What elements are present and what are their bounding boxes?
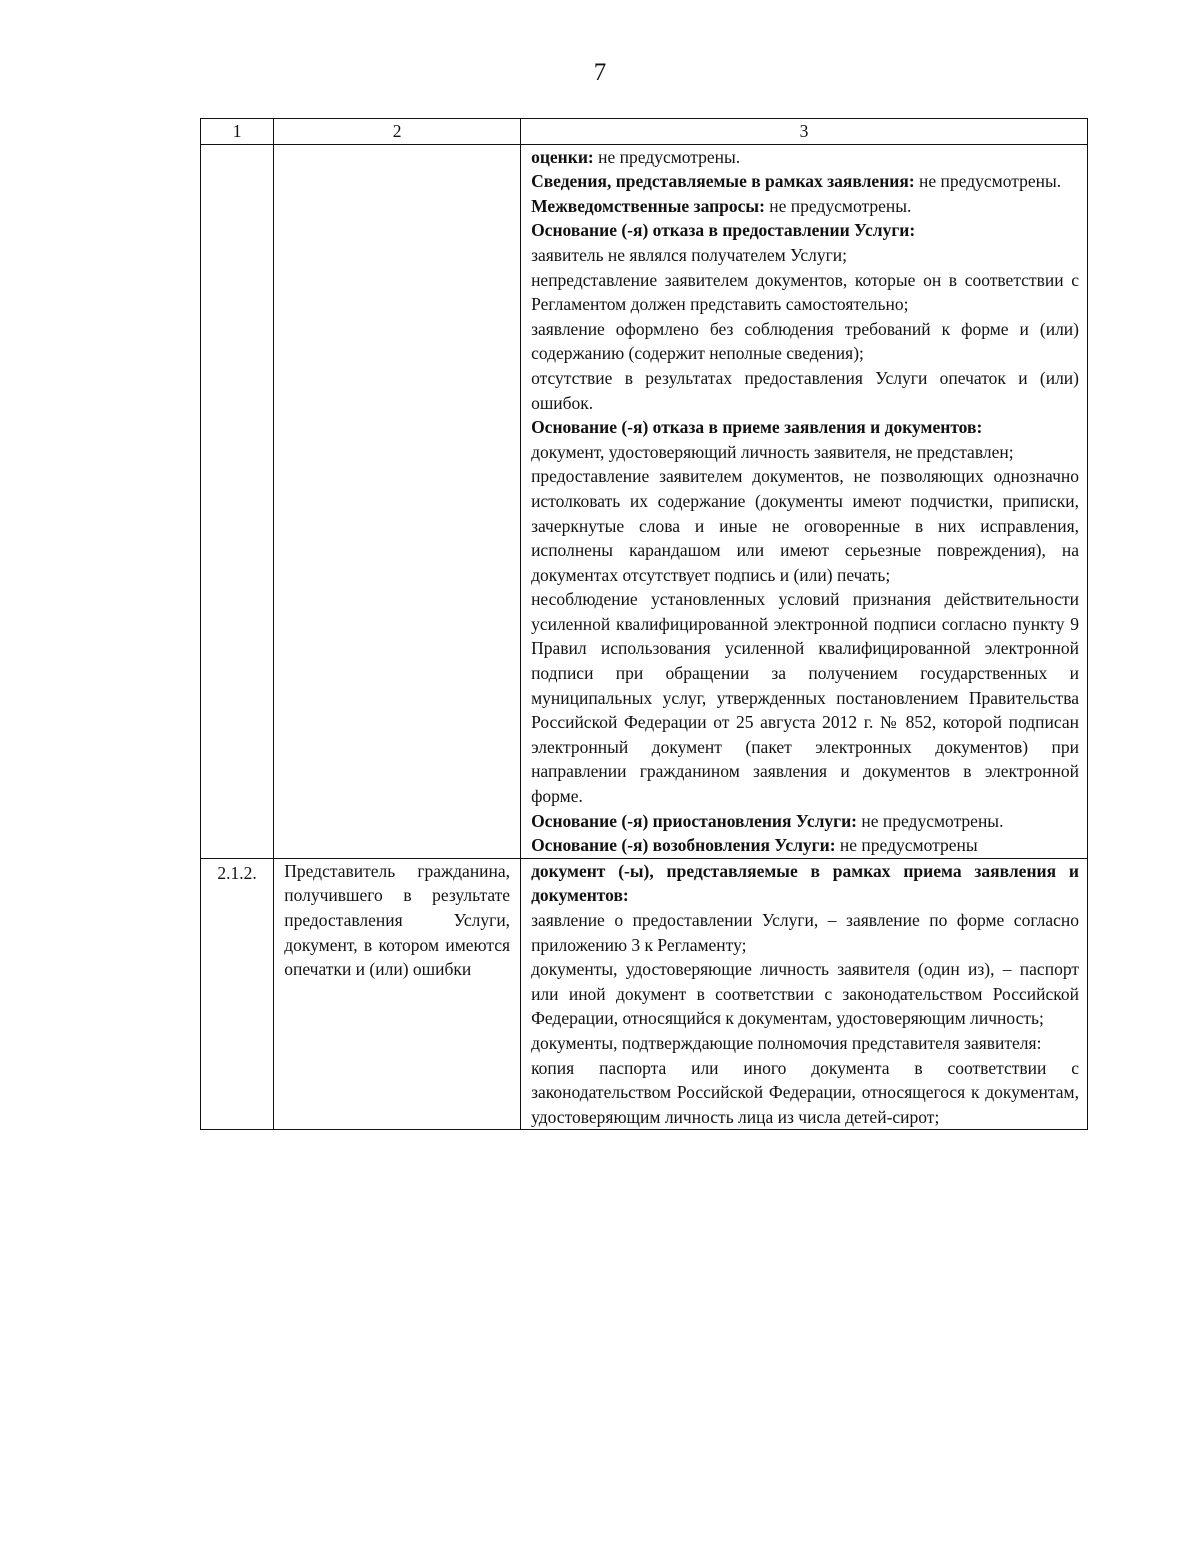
paragraph-text: несоблюдение установленных условий признания действительности усиленной квалифицированной электронной подписи согласно пункту 9 Правил использования усиленной квалифицированной электронной подписи при обращении за получением государственных и муниципальных услуг, утвержденных постановлением Правительства Российской Федерации от 25 августа 2012 г. № 852, которой подписан электронный документ (пакет электронных документов) при направлении гражданином заявления и документов в электронной форме. — [531, 589, 1079, 807]
regulation-table — [200, 118, 1088, 1130]
paragraph-text: заявитель не являлся получателем Услуги; — [531, 244, 848, 265]
row-number-cell: 2.1.2. — [201, 858, 274, 1130]
paragraph-heading: Сведения, представляемые в рамках заявления: — [531, 171, 915, 192]
paragraph-heading: Основание (-я) возобновления Услуги: — [531, 835, 836, 856]
column-header-3: 3 — [521, 119, 1088, 145]
content-paragraph — [531, 194, 1079, 219]
content-paragraph — [531, 587, 1079, 808]
paragraph-text: документы, подтверждающие полномочия представителя заявителя: — [531, 1032, 1042, 1053]
table-row — [201, 858, 1088, 1130]
content-paragraph — [531, 859, 1079, 908]
content-paragraph — [531, 218, 1079, 243]
paragraph-heading: Основание (-я) отказа в предоставлении Услуги: — [531, 220, 916, 241]
paragraph-heading: Основание (-я) отказа в приеме заявления и документов: — [531, 417, 983, 438]
column-header-2: 2 — [274, 119, 521, 145]
paragraph-text: непредставление заявителем документов, которые он в соответствии с Регламентом должен представить самостоятельно; — [531, 269, 1079, 315]
paragraph-text: не предусмотрены — [835, 835, 978, 856]
row-number-cell — [201, 144, 274, 858]
content-paragraph — [531, 440, 1079, 465]
content-paragraph — [531, 317, 1079, 366]
paragraph-text: документ, удостоверяющий личность заявителя, не представлен; — [531, 441, 1014, 462]
content-paragraph — [531, 243, 1079, 268]
paragraph-heading: Основание (-я) приостановления Услуги: — [531, 810, 858, 831]
content-paragraph — [531, 145, 1079, 170]
content-paragraph — [531, 809, 1079, 834]
content-paragraph — [531, 908, 1079, 957]
content-paragraph — [531, 169, 1079, 194]
paragraph-text: отсутствие в результатах предоставления Услуги опечаток и (или) ошибок. — [531, 367, 1079, 413]
paragraph-text: не предусмотрены. — [593, 146, 741, 167]
page-number: 7 — [593, 59, 607, 86]
paragraph-text: заявление оформлено без соблюдения требований к форме и (или) содержанию (содержит неполные сведения); — [531, 318, 1079, 364]
paragraph-text: заявление о предоставлении Услуги, – заявление по форме согласно приложению 3 к Регламенту; — [531, 910, 1079, 955]
paragraph-heading: оценки: — [531, 146, 594, 167]
row-description-cell — [274, 144, 521, 858]
paragraph-text: документы, удостоверяющие личность заявителя (один из), – паспорт или иной документ в соответствии с законодательством Российской Федерации, относящийся к документам, удостоверяющим личность; — [531, 959, 1079, 1029]
paragraph-heading: Межведомственные запросы: — [531, 195, 765, 216]
paragraph-text: не предусмотрены. — [857, 810, 1004, 831]
content-paragraph — [531, 366, 1079, 415]
paragraph-text: не предусмотрены. — [764, 195, 912, 216]
paragraph-text: предоставление заявителем документов, не позволяющих однозначно истолковать их содержание (документы имеют подчистки, приписки, зачеркнутые слова и иные не оговоренные в них исправления, исполнены карандашом или имеют серьезные повреждения), на документах отсутствует подпись и (или) печать; — [531, 466, 1079, 585]
table-header-row — [201, 119, 1088, 145]
table-row — [201, 144, 1088, 858]
content-paragraph — [531, 1056, 1079, 1130]
paragraph-heading: документ (-ы), представляемые в рамках приема заявления и документов: — [531, 860, 1079, 906]
row-description-cell: Представитель гражданина, получившего в результате предоставления Услуги, документ, в котором имеются опечатки и (или) ошибки — [274, 858, 521, 1130]
row-content-cell — [521, 144, 1088, 858]
content-paragraph — [531, 957, 1079, 1031]
paragraph-text: копия паспорта или иного документа в соответствии с законодательством Российской Федерации, относящегося к документам, удостоверяющим личность лица из числа детей-сирот; — [531, 1057, 1079, 1127]
paragraph-text: не предусмотрены. — [914, 171, 1062, 192]
row-content-cell — [521, 858, 1088, 1130]
content-paragraph — [531, 833, 1079, 858]
content-paragraph — [531, 464, 1079, 587]
content-paragraph — [531, 268, 1079, 317]
column-header-1: 1 — [201, 119, 274, 145]
content-paragraph — [531, 415, 1079, 440]
content-paragraph — [531, 1031, 1079, 1056]
